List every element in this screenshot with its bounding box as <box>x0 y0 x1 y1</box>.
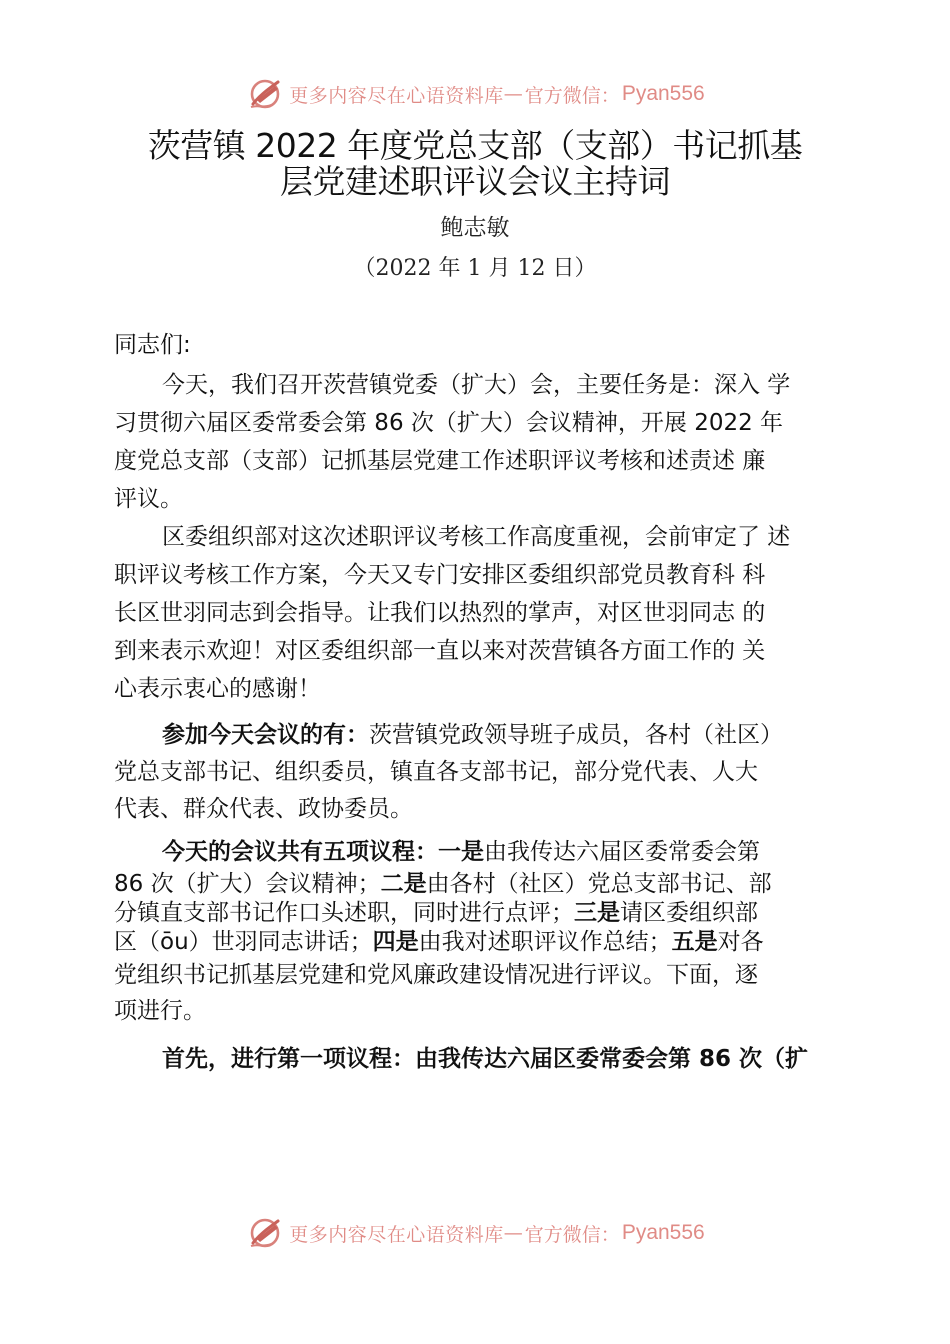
paragraph-line: 评议。 <box>114 486 183 512</box>
watermark-dash: — <box>503 1222 523 1244</box>
title-line-2: 层党建述职评议会议主持词 <box>280 162 670 201</box>
paragraph-line <box>114 717 844 754</box>
document-date: （2022 年 1 月 12 日） <box>353 256 597 281</box>
text-run: 分镇直支部书记作口头述职，同时进行点评； <box>114 900 574 926</box>
title-line-1: 茨营镇 2022 年度党总支部（支部）书记抓基 <box>147 126 803 165</box>
text-run: 由各村（社区）党总支部书记、部 <box>426 871 772 897</box>
text-run: 茨营镇党政领导班子成员，各村（社区） <box>369 722 783 748</box>
document-title <box>80 128 870 200</box>
paragraph-line <box>114 899 844 928</box>
paragraph-line: 区委组织部对这次述职评议考核工作高度重视，会前审定了 述 <box>162 524 791 550</box>
agenda-item-1: 一是 <box>438 839 484 865</box>
greeting-text: 同志们: <box>114 332 191 358</box>
text-run: 由我传达六届区委常委会第 <box>484 839 760 865</box>
paragraph-line <box>114 834 844 870</box>
watermark-dash: — <box>503 83 523 105</box>
paragraph-line: 代表、群众代表、政协委员。 <box>114 796 413 822</box>
paragraph-line: 党组织书记抓基层党建和党风廉政建设情况进行评议。下面，逐 <box>114 962 758 988</box>
paragraph-line: 今天，我们召开茨营镇党委（扩大）会，主要任务是：深入 学 <box>162 372 791 398</box>
text-run: 区（ōu）世羽同志讲话； <box>114 929 373 955</box>
paragraph-line: 长区世羽同志到会指导。让我们以热烈的掌声，对区世羽同志 的 <box>114 600 766 626</box>
watermark-text: 更多内容尽在心语资料库 <box>289 1223 504 1246</box>
bold-text: 首先，进行第一项议程：由我传达六届区委常委会第 86 次（扩 <box>162 1046 809 1072</box>
paragraph-line: 到来表示欢迎！对区委组织部一直以来对茨营镇各方面工作的 关 <box>114 638 766 664</box>
paragraph-2 <box>114 518 844 708</box>
paragraph-line: 党总支部书记、组织委员，镇直各支部书记，部分党代表、人大 <box>114 759 758 785</box>
signature-pen-icon <box>245 74 285 114</box>
signature-pen-icon <box>245 1213 285 1253</box>
paragraph-line <box>114 1040 844 1078</box>
paragraph-line: 心表示衷心的感谢！ <box>114 676 321 702</box>
header-watermark <box>0 72 950 116</box>
paragraph-line: 职评议考核工作方案，今天又专门安排区委组织部党员教育科 科 <box>114 562 766 588</box>
agenda-item-4: 四是 <box>372 929 419 955</box>
paragraph-line: 度党总支部（支部）记抓基层党建工作述职评议考核和述责述 廉 <box>114 448 766 474</box>
paragraph-1 <box>114 366 844 518</box>
agenda-item-5: 五是 <box>671 929 718 955</box>
watermark-account: Pyan556 <box>621 82 705 105</box>
watermark-wechat-label: 官方微信： <box>524 84 620 107</box>
watermark-wechat-label: 官方微信： <box>524 1223 620 1246</box>
footer-watermark <box>0 1211 950 1255</box>
text-run: 由我对述职评议作总结； <box>418 929 672 955</box>
author-name: 鲍志敏 <box>440 215 510 241</box>
text-run: 请区委组织部 <box>620 900 758 926</box>
paragraph-line: 项进行。 <box>114 998 206 1024</box>
paragraph-line <box>114 928 844 957</box>
agenda-item-3: 三是 <box>574 900 620 926</box>
paragraph-3 <box>114 717 844 828</box>
paragraph-line <box>114 870 844 899</box>
bold-lead: 今天的会议共有五项议程： <box>162 839 438 865</box>
paragraph-5 <box>114 1040 844 1078</box>
bold-lead: 参加今天会议的有： <box>162 722 369 748</box>
agenda-item-2: 二是 <box>380 871 427 897</box>
paragraph-line: 习贯彻六届区委常委会第 86 次（扩大）会议精神，开展 2022 年 <box>114 410 784 436</box>
text-run: 86 次（扩大）会议精神； <box>114 871 381 897</box>
watermark-text: 更多内容尽在心语资料库 <box>289 84 504 107</box>
paragraph-4 <box>114 834 844 1029</box>
greeting <box>114 327 844 363</box>
watermark-account: Pyan556 <box>621 1221 705 1244</box>
text-run: 对各 <box>717 929 764 955</box>
